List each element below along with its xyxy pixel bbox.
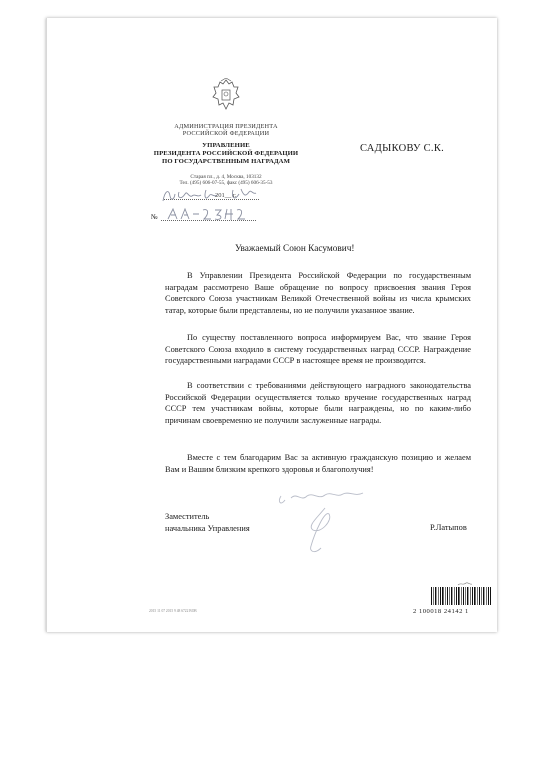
signatory-title-line-1: Заместитель [165,512,210,521]
signatory-name: Р.Латыпов [430,523,467,532]
header-admin-line-1: АДМИНИСТРАЦИЯ ПРЕЗИДЕНТА [174,123,278,130]
handwritten-date [161,186,261,204]
signatory-title-line-2: начальника Управления [165,524,250,533]
coat-of-arms-icon [212,78,240,112]
header-address: Старая пл., д. 4, Москва, 103132 [190,174,262,180]
number-label: № [151,213,158,221]
header-dept-line-2: ПРЕЗИДЕНТА РОССИЙСКОЙ ФЕДЕРАЦИИ [153,150,299,157]
addressee: САДЫКОВУ С.К. [360,143,445,154]
barcode-number: 2 100018 24142 1 [413,608,469,615]
body-paragraph-4: Вместе с тем благодарим Вас за активную гражданскую позицию и желаем Вам и Вашим близким крепкого здоровья и благополучия! [165,453,471,474]
body-paragraph-3: В соответствии с требованиями действующего наградного законодательства Российской Федерации осуществляется только вручение государственных наград СССР тем участникам войны, которые были награждены, но по каким-либо причинам своевременно не получили заслуженные награды. [165,381,471,425]
header-admin-line-2: РОССИЙСКОЙ ФЕДЕРАЦИИ [182,130,270,137]
header-dept-line-3: ПО ГОСУДАРСТВЕННЫМ НАГРАДАМ [162,158,290,165]
greeting: Уважаемый Союн Касумович! [235,244,355,254]
body-paragraph-2: По существу поставленного вопроса информируем Вас, что звание Героя Советского Союза входило в систему государственных наград СССР. Награждение государственными наградами СССР в настоящее время не производится. [165,333,471,365]
handwritten-signature [267,488,387,568]
handwritten-number [165,206,260,222]
signatory-title [165,511,250,535]
barcode-icon [431,587,491,605]
body-paragraph-1: В Управлении Президента Российской Федерации по государственным наградам рассмотрено Ваше обращение по вопросу присвоения звания Героя Советского Союза участникам Великой Отечественной войны из числа крымских татар, которые были представлены, но не получили указанное звание. [165,271,471,315]
date-year: 201__ г. [215,192,237,199]
document-code: 2015 11 07 2015 9 48 6722 ВОВ [149,609,197,613]
header-dept-line-1: УПРАВЛЕНИЕ [202,142,250,149]
header-phone: Тел. (495) 606-07-55, факс (495) 606-35-53 [179,180,273,186]
letter-page [46,18,497,632]
